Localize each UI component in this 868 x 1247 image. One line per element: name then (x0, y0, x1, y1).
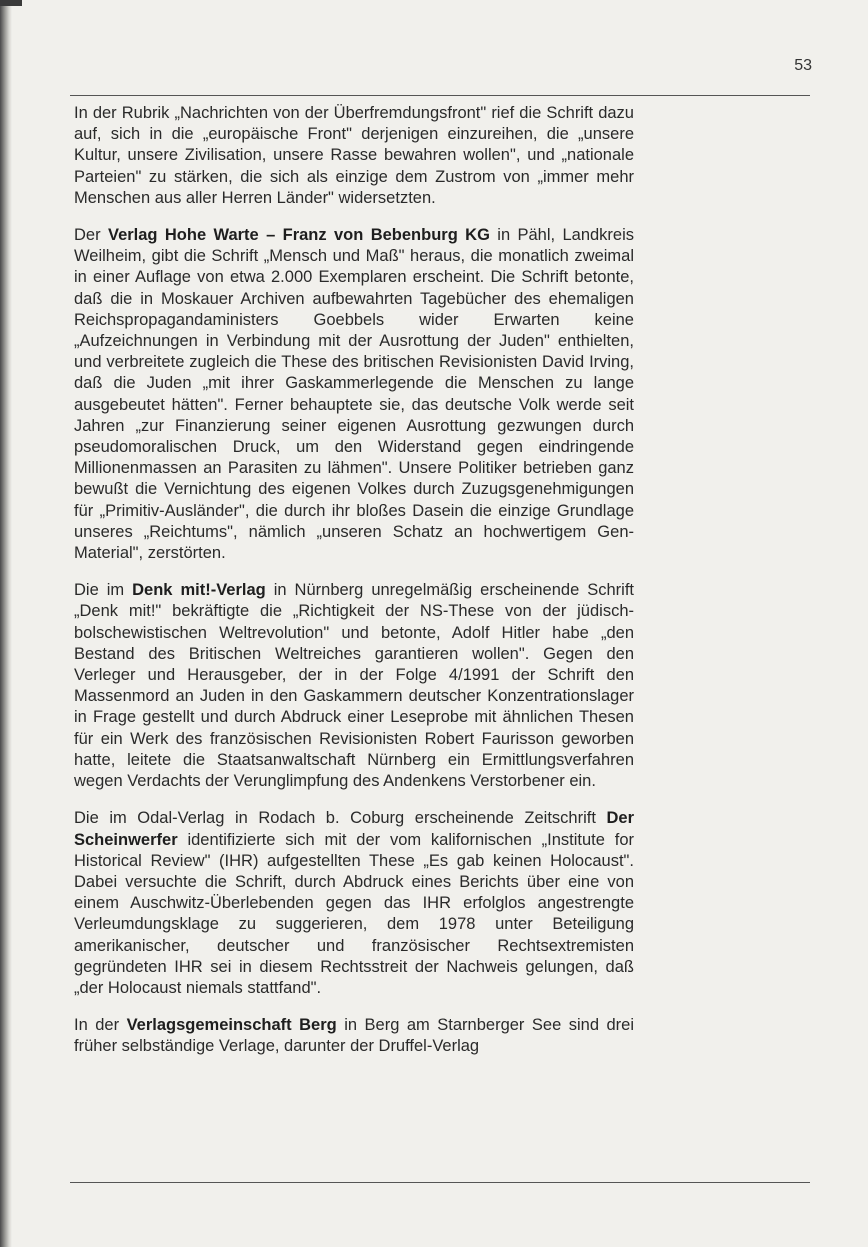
footer-rule (70, 1182, 810, 1183)
book-spine-shadow (0, 0, 12, 1247)
paragraph-body: in Pähl, Landkreis Weilheim, gibt die Schrift „Mensch und Maß" heraus, die monatlich zweimal in einer Auflage von etwa 2.000 Exemplaren erscheint. Die Schrift betonte, daß die in Moskauer Archiven aufbewahrten Tagebücher des ehemaligen Reichspropagandaministers Goebbels wider Erwarten keine „Aufzeichnungen in Verbindung mit der Ausrottung der Juden" enthielten, und verbreitete zugleich die These des britischen Revisionisten David Irving, daß die Juden „mit ihrer Gaskammerlegende die Menschen zu lange ausgebeutet hätten". Ferner behauptete sie, das deutsche Volk werde seit Jahren „zur Finanzierung seiner eigenen Ausrottung gezwungen durch pseudomoralischen Druck, um den Widerstand gegen eindringende Millionenmassen an Parasiten zu lähmen". Unsere Politiker betrieben ganz bewußt die Vernichtung des eigenen Volkes durch Zuzugsgenehmigungen für „Primitiv-Ausländer", die durch ihr bloßes Dasein die einzige Grundlage unseres „Reichtums", nämlich „unseren Schatz an hochwertigem Gen-Material", zerstörten. (74, 226, 635, 563)
paragraph-verlagsgemeinschaft-berg (74, 1015, 634, 1057)
publisher-name: Verlagsgemeinschaft Berg (126, 1016, 337, 1035)
publisher-name: Denk mit!-Verlag (132, 581, 266, 600)
paragraph-body: identifizierte sich mit der vom kalifornischen „Institute for Historical Review" (IHR) aufgestellten These „Es gab keinen Holocaust". Dabei versuchte die Schrift, durch Abdruck eines Berichts über eine von einem Auschwitz-Überlebenden gegen das IHR erfolglos angestrengte Verleumdungsklage zu suggerieren, dem 1978 unter Beteiligung amerikanischer, deutscher und französischer Rechtsextremisten gegründeten IHR sei in diesem Rechtsstreit der Nachweis gelungen, daß „der Holocaust niemals stattfand". (74, 830, 634, 997)
paragraph-ueberfremdungsfront: In der Rubrik „Nachrichten von der Überfremdungsfront" rief die Schrift dazu auf, sich in die „europäische Front" derjenigen einzureihen, die „unsere Kultur, unsere Zivilisation, unsere Rasse bewahren wollen", und „nationale Parteien" zu stärken, die sich als einzige dem Zustrom von „immer mehr Menschen aus aller Herren Länder" widersetzten. (74, 104, 634, 207)
page-number: 53 (794, 57, 812, 74)
paragraph-verlag-hohe-warte (74, 225, 634, 564)
publication-name: Der Scheinwerfer (74, 809, 634, 849)
paragraph-lead: Der (74, 226, 108, 245)
paragraph-denk-mit-verlag (74, 580, 634, 792)
paragraph-lead: In der (74, 1016, 127, 1035)
header-rule (70, 95, 810, 96)
paragraph-body: in Berg am Starnberger See sind drei früher selbständige Verlage, darunter der Druffel-Verlag (74, 1016, 635, 1056)
paragraph-lead: Die im (74, 581, 133, 600)
paragraph-der-scheinwerfer (74, 808, 634, 999)
publisher-name: Verlag Hohe Warte – Franz von Bebenburg KG (107, 226, 490, 245)
body-text (74, 103, 634, 1074)
paragraph-body: in Nürnberg unregelmäßig erscheinende Schrift „Denk mit!" bekräftigte die „Richtigkeit der NS-These von der jüdisch-bolschewistischen Weltrevolution" und betonte, Adolf Hitler habe „den Bestand des Britischen Weltreiches garantieren wollen". Gegen den Verleger und Herausgeber, der in der Folge 4/1991 der Schrift den Massenmord an Juden in den Gaskammern deutscher Konzentrationslager in Frage gestellt und durch Abdruck einer Leseprobe mit ähnlichen Thesen für ein Werk des französischen Revisionisten Robert Faurisson geworben hatte, leitete die Staatsanwaltschaft Nürnberg ein Ermittlungsverfahren wegen Verdachts der Verunglimpfung des Andenkens Verstorbener ein. (74, 581, 634, 791)
corner-mark (0, 0, 22, 6)
paragraph-lead: Die im Odal-Verlag in Rodach b. Coburg erscheinende Zeitschrift (74, 809, 607, 828)
